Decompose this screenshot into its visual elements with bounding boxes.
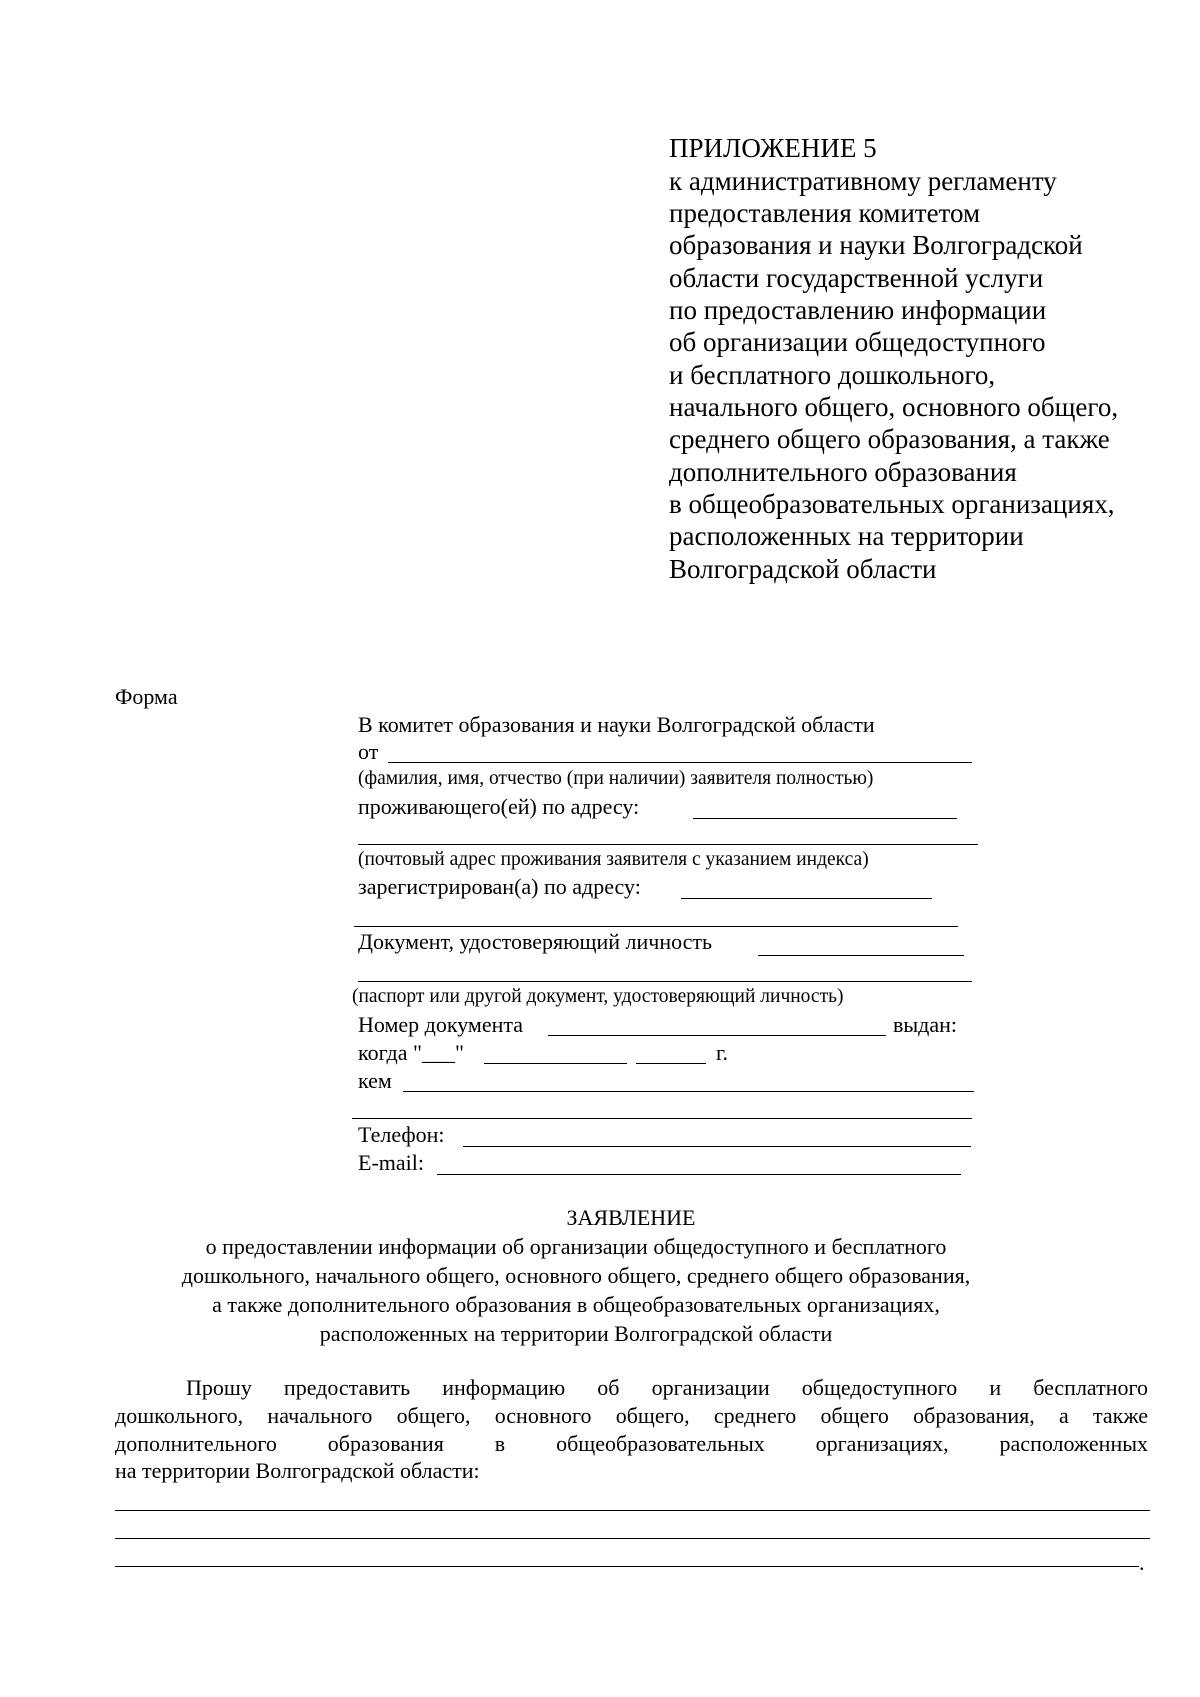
registered-input-line-2[interactable] [354,926,958,927]
statement-subtitle-line: о предоставлении информации об организации общедоступного и бесплатного [205,1234,947,1259]
id-doc-label: Документ, удостоверяющий личность [358,929,713,954]
appendix-line: по предоставлению информации [669,295,1047,325]
doc-number-input-line[interactable] [548,1035,886,1036]
form-label: Форма [115,684,178,709]
doc-number-label: Номер документа [358,1012,524,1037]
appendix-line: среднего общего образования, а также [669,424,1110,454]
phone-input-line[interactable] [463,1146,971,1147]
by-whom-input-line[interactable] [403,1091,974,1092]
registered-input-line[interactable] [681,898,932,899]
year-suffix: г. [716,1040,729,1065]
appendix-line: Волгоградской области [669,554,937,584]
appendix-line: к административному регламенту [669,166,1057,196]
statement-subtitle-line: дошкольного, начального общего, основного общего, среднего общего образования, [181,1263,971,1288]
statement-subtitle-line: расположенных на территории Волгоградской области [319,1321,833,1346]
appendix-line: предоставления комитетом [669,198,981,228]
when-month-input-line[interactable] [484,1063,627,1064]
statement-title: ЗАЯВЛЕНИЕ [566,1205,696,1230]
appendix-line: и бесплатного дошкольного, [669,360,996,390]
from-label: от [358,739,379,764]
appendix-line: начального общего, основного общего, [669,392,1119,422]
residence-input-line[interactable] [693,818,957,819]
end-mark: . [1139,1550,1145,1575]
appendix-line: в общеобразовательных организациях, [669,489,1115,519]
recipient-line: В комитет образования и науки Волгоградской области [358,712,875,737]
appendix-line: дополнительного образования [669,457,1017,487]
registered-label: зарегистрирован(а) по адресу: [358,874,641,899]
residence-label: проживающего(ей) по адресу: [358,794,640,819]
when-label: когда "___" [358,1040,464,1065]
statement-body-line: дошкольного, начального общего, основного общего, среднего общего образования, а также [115,1403,1148,1428]
appendix-line: об организации общедоступного [669,327,1046,357]
statement-subtitle-line: а также дополнительного образования в общеобразовательных организациях, [212,1292,940,1317]
when-year-input-line[interactable] [636,1063,706,1064]
from-hint: (фамилия, имя, отчество (при наличии) заявителя полностью) [358,768,874,789]
id-doc-hint: (паспорт или другой документ, удостоверяющий личность) [352,986,844,1007]
statement-body-line: дополнительного образования в общеобразовательных организациях, расположенных [115,1431,1148,1456]
answer-line-1[interactable] [115,1510,1150,1511]
from-input-line[interactable] [388,762,972,763]
email-label: E-mail: [358,1150,424,1175]
residence-hint: (почтовый адрес проживания заявителя с указанием индекса) [358,849,869,870]
statement-body-line: Прошу предоставить информацию об организации общедоступного и бесплатного [186,1375,1148,1400]
by-whom-label: кем [358,1068,392,1093]
appendix-line: образования и науки Волгоградской [669,230,1083,260]
issued-label: выдан: [893,1012,958,1037]
answer-line-3[interactable] [115,1566,1139,1567]
email-input-line[interactable] [437,1174,961,1175]
appendix-line: области государственной услуги [669,263,1044,293]
by-whom-input-line-2[interactable] [352,1118,972,1119]
residence-input-line-2[interactable] [358,844,978,845]
id-doc-input-line[interactable] [758,955,964,956]
id-doc-input-line-2[interactable] [358,981,972,982]
answer-line-2[interactable] [115,1538,1150,1539]
statement-body-line: на территории Волгоградской области: [115,1458,480,1483]
phone-label: Телефон: [358,1122,445,1147]
appendix-title: ПРИЛОЖЕНИЕ 5 [669,133,877,163]
appendix-line: расположенных на территории [669,521,1024,551]
